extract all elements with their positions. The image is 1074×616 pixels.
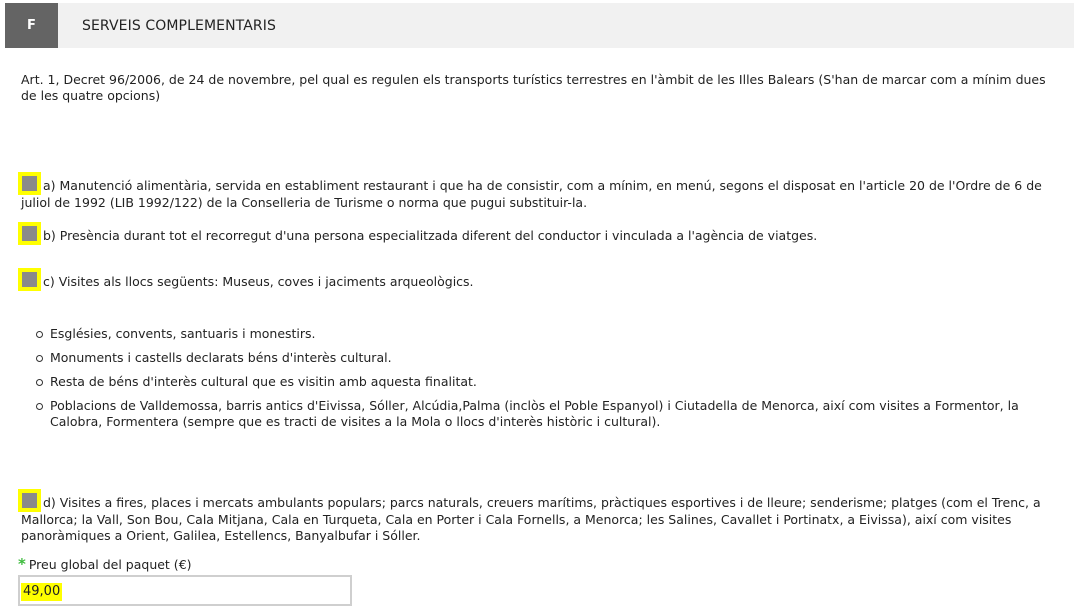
list-item: Resta de béns d'interès cultural que es visitin amb aquesta finalitat.: [36, 374, 1068, 390]
option-a-checkbox[interactable]: [18, 172, 41, 195]
option-c-label: c) Visites als llocs següents: Museus, coves i jaciments arqueològics.: [43, 274, 474, 289]
section-letter: F: [5, 3, 58, 48]
list-item: Esglésies, convents, santuaris i monestirs.: [36, 326, 1068, 342]
required-icon: *: [18, 555, 26, 573]
intro-text: Art. 1, Decret 96/2006, de 24 de novembre, pel qual es regulen els transports turístics terrestres en l'àmbit de les Illes Balears (S'han de marcar com a mínim dues de les quatre opcions): [21, 72, 1046, 103]
section-header: [5, 3, 1074, 48]
price-input[interactable]: [18, 575, 352, 606]
option-d-checkbox[interactable]: [18, 489, 41, 512]
price-label: [18, 555, 192, 573]
list-item: Poblacions de Valldemossa, barris antics d'Eivissa, Sóller, Alcúdia,Palma (inclòs el Poble Espanyol) i Ciutadella de Menorca, així com visites a Formentor, la Calobra, Formentera (sempre que es tracti de visites a la Mola o llocs d'interès històric i cultural).: [36, 398, 1068, 430]
price-label-text: Preu global del paquet (€): [28, 557, 192, 572]
option-c: [21, 268, 1058, 291]
price-value: 49,00: [23, 584, 61, 599]
option-b-label: b) Presència durant tot el recorregut d'una persona especialitzada diferent del conductor i vinculada a l'agència de viatges.: [43, 228, 818, 243]
option-d: [21, 489, 1058, 544]
section-title: SERVEIS COMPLEMENTARIS: [82, 17, 276, 34]
places-list: [36, 326, 1068, 438]
option-c-checkbox[interactable]: [18, 268, 41, 291]
option-a-label: a) Manutenció alimentària, servida en establiment restaurant i que ha de consistir, com a mínim, en menú, segons el disposat en l'article 20 de l'Ordre de 6 de juliol de 1992 (LIB 1992/122) de la Conselleria de Turisme o norma que pugui substituir-la.: [21, 178, 1042, 210]
list-item: Monuments i castells declarats béns d'interès cultural.: [36, 350, 1068, 366]
option-d-label: d) Visites a fires, places i mercats ambulants populars; parcs naturals, creuers marítims, pràctiques esportives i de lleure; senderisme; platges (com el Trenc, a Mallorca; la Vall, Son Bou, Cala Mitjana, Cala en Turqueta, Cala en Porter i Cala Fornells, a Menorca; les Salines, Cavallet i Portinatx, a Eivissa), així com visites panoràmiques a Orient, Galilea, Estellencs, Banyalbufar i Sóller.: [21, 495, 1041, 543]
option-b-checkbox[interactable]: [18, 222, 41, 245]
option-a: [21, 172, 1058, 211]
option-b: [21, 222, 1058, 245]
